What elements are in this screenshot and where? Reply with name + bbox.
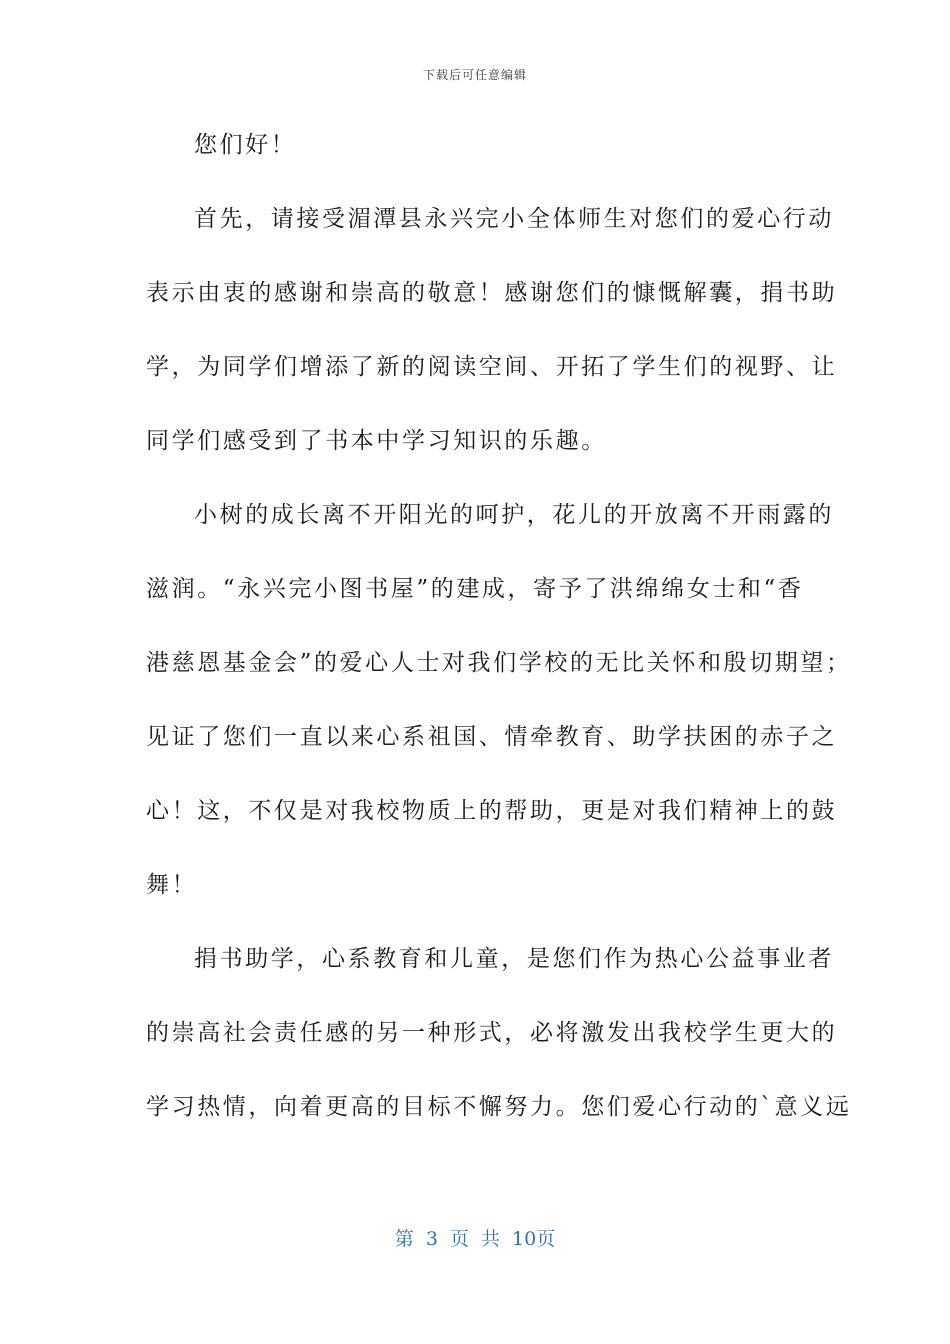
body-line: 的崇高社会责任感的另一种形式，必将激发出我校学生更大的 [146,1020,838,1046]
body-line: 捐书助学，心系教育和儿童，是您们作为热心公益事业者 [194,946,834,972]
body-line: 港慈恩基金会”的爱心人士对我们学校的无比关怀和殷切期望； [146,650,852,676]
body-line: 滋润。“永兴完小图书屋”的建成，寄予了洪绵绵女士和“香 [146,576,804,602]
body-line: 学，为同学们增添了新的阅读空间、开拓了学生们的视野、让 [146,354,838,380]
body-line: 学习热情，向着更高的目标不懈努力。您们爱心行动的`意义远 [146,1094,852,1120]
body-line: 见证了您们一直以来心系祖国、情牵教育、助学扶困的赤子之 [146,724,838,750]
body-line: 舞！ [146,872,198,898]
body-line-greeting: 您们好！ [194,132,297,158]
body-line: 表示由衷的感谢和崇高的敬意！感谢您们的慷慨解囊，捐书助 [146,280,838,306]
page-number-footer: 第 3 页 共 10页 [394,1228,556,1250]
body-line: 心！这，不仅是对我校物质上的帮助，更是对我们精神上的鼓 [146,798,838,824]
body-line: 首先，请接受湄潭县永兴完小全体师生对您们的爱心行动 [194,206,834,232]
body-line: 同学们感受到了书本中学习知识的乐趣。 [146,428,607,454]
document-body [146,120,852,1156]
page-header: 下载后可任意编辑 [422,68,527,82]
body-line: 小树的成长离不开阳光的呵护，花儿的开放离不开雨露的 [194,502,834,528]
